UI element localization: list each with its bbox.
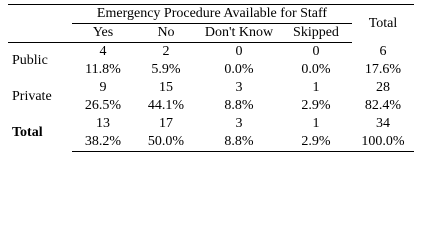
count-cell: 28 bbox=[376, 80, 390, 95]
percent-cell: 8.8% bbox=[224, 98, 254, 113]
percent-cell: 0.0% bbox=[301, 62, 331, 77]
percent-cell: 8.8% bbox=[198, 133, 280, 152]
percent-cell: 82.4% bbox=[364, 98, 402, 113]
group-header: Emergency Procedure Available for Staff bbox=[72, 5, 352, 24]
percent-cell: 2.9% bbox=[301, 98, 331, 113]
corner-cell bbox=[8, 5, 72, 24]
row-label-total: Total bbox=[12, 125, 43, 141]
count-cell: 15 bbox=[159, 80, 173, 95]
count-cell: 3 bbox=[235, 116, 243, 131]
percent-cell: 44.1% bbox=[147, 98, 185, 113]
corner-cell-sub bbox=[8, 24, 72, 43]
percent-cell: 0.0% bbox=[224, 62, 254, 77]
percent-cell: 17.6% bbox=[364, 62, 402, 77]
count-cell: 1 bbox=[312, 80, 320, 95]
count-cell: 0 bbox=[235, 44, 243, 59]
count-cell: 34 bbox=[376, 116, 390, 131]
count-cell: 13 bbox=[96, 116, 110, 131]
count-cell: 1 bbox=[312, 116, 320, 131]
count-cell: 9 bbox=[99, 80, 107, 95]
table-row bbox=[8, 115, 414, 133]
count-cell: 17 bbox=[159, 116, 173, 131]
percent-cell: 2.9% bbox=[280, 133, 352, 152]
row-label-private: Private bbox=[12, 89, 52, 104]
count-cell: 3 bbox=[235, 80, 243, 95]
subheader-yes: Yes bbox=[72, 24, 134, 43]
table-row bbox=[8, 43, 414, 62]
subheader-skipped: Skipped bbox=[280, 24, 352, 43]
emergency-procedure-table bbox=[8, 4, 414, 152]
percent-cell: 100.0% bbox=[352, 133, 414, 152]
total-header: Total bbox=[352, 5, 414, 43]
table-row bbox=[8, 79, 414, 97]
percent-cell: 38.2% bbox=[72, 133, 134, 152]
count-cell: 6 bbox=[379, 43, 387, 59]
row-label-public: Public bbox=[12, 53, 48, 68]
count-cell: 4 bbox=[99, 44, 107, 59]
count-cell: 2 bbox=[162, 44, 170, 59]
subheader-no: No bbox=[134, 24, 198, 43]
percent-cell: 11.8% bbox=[85, 62, 121, 77]
subheader-dont-know: Don't Know bbox=[198, 24, 280, 43]
percent-cell: 26.5% bbox=[84, 98, 122, 113]
percent-cell: 5.9% bbox=[151, 62, 181, 77]
percent-cell: 50.0% bbox=[134, 133, 198, 152]
count-cell: 0 bbox=[312, 44, 320, 59]
